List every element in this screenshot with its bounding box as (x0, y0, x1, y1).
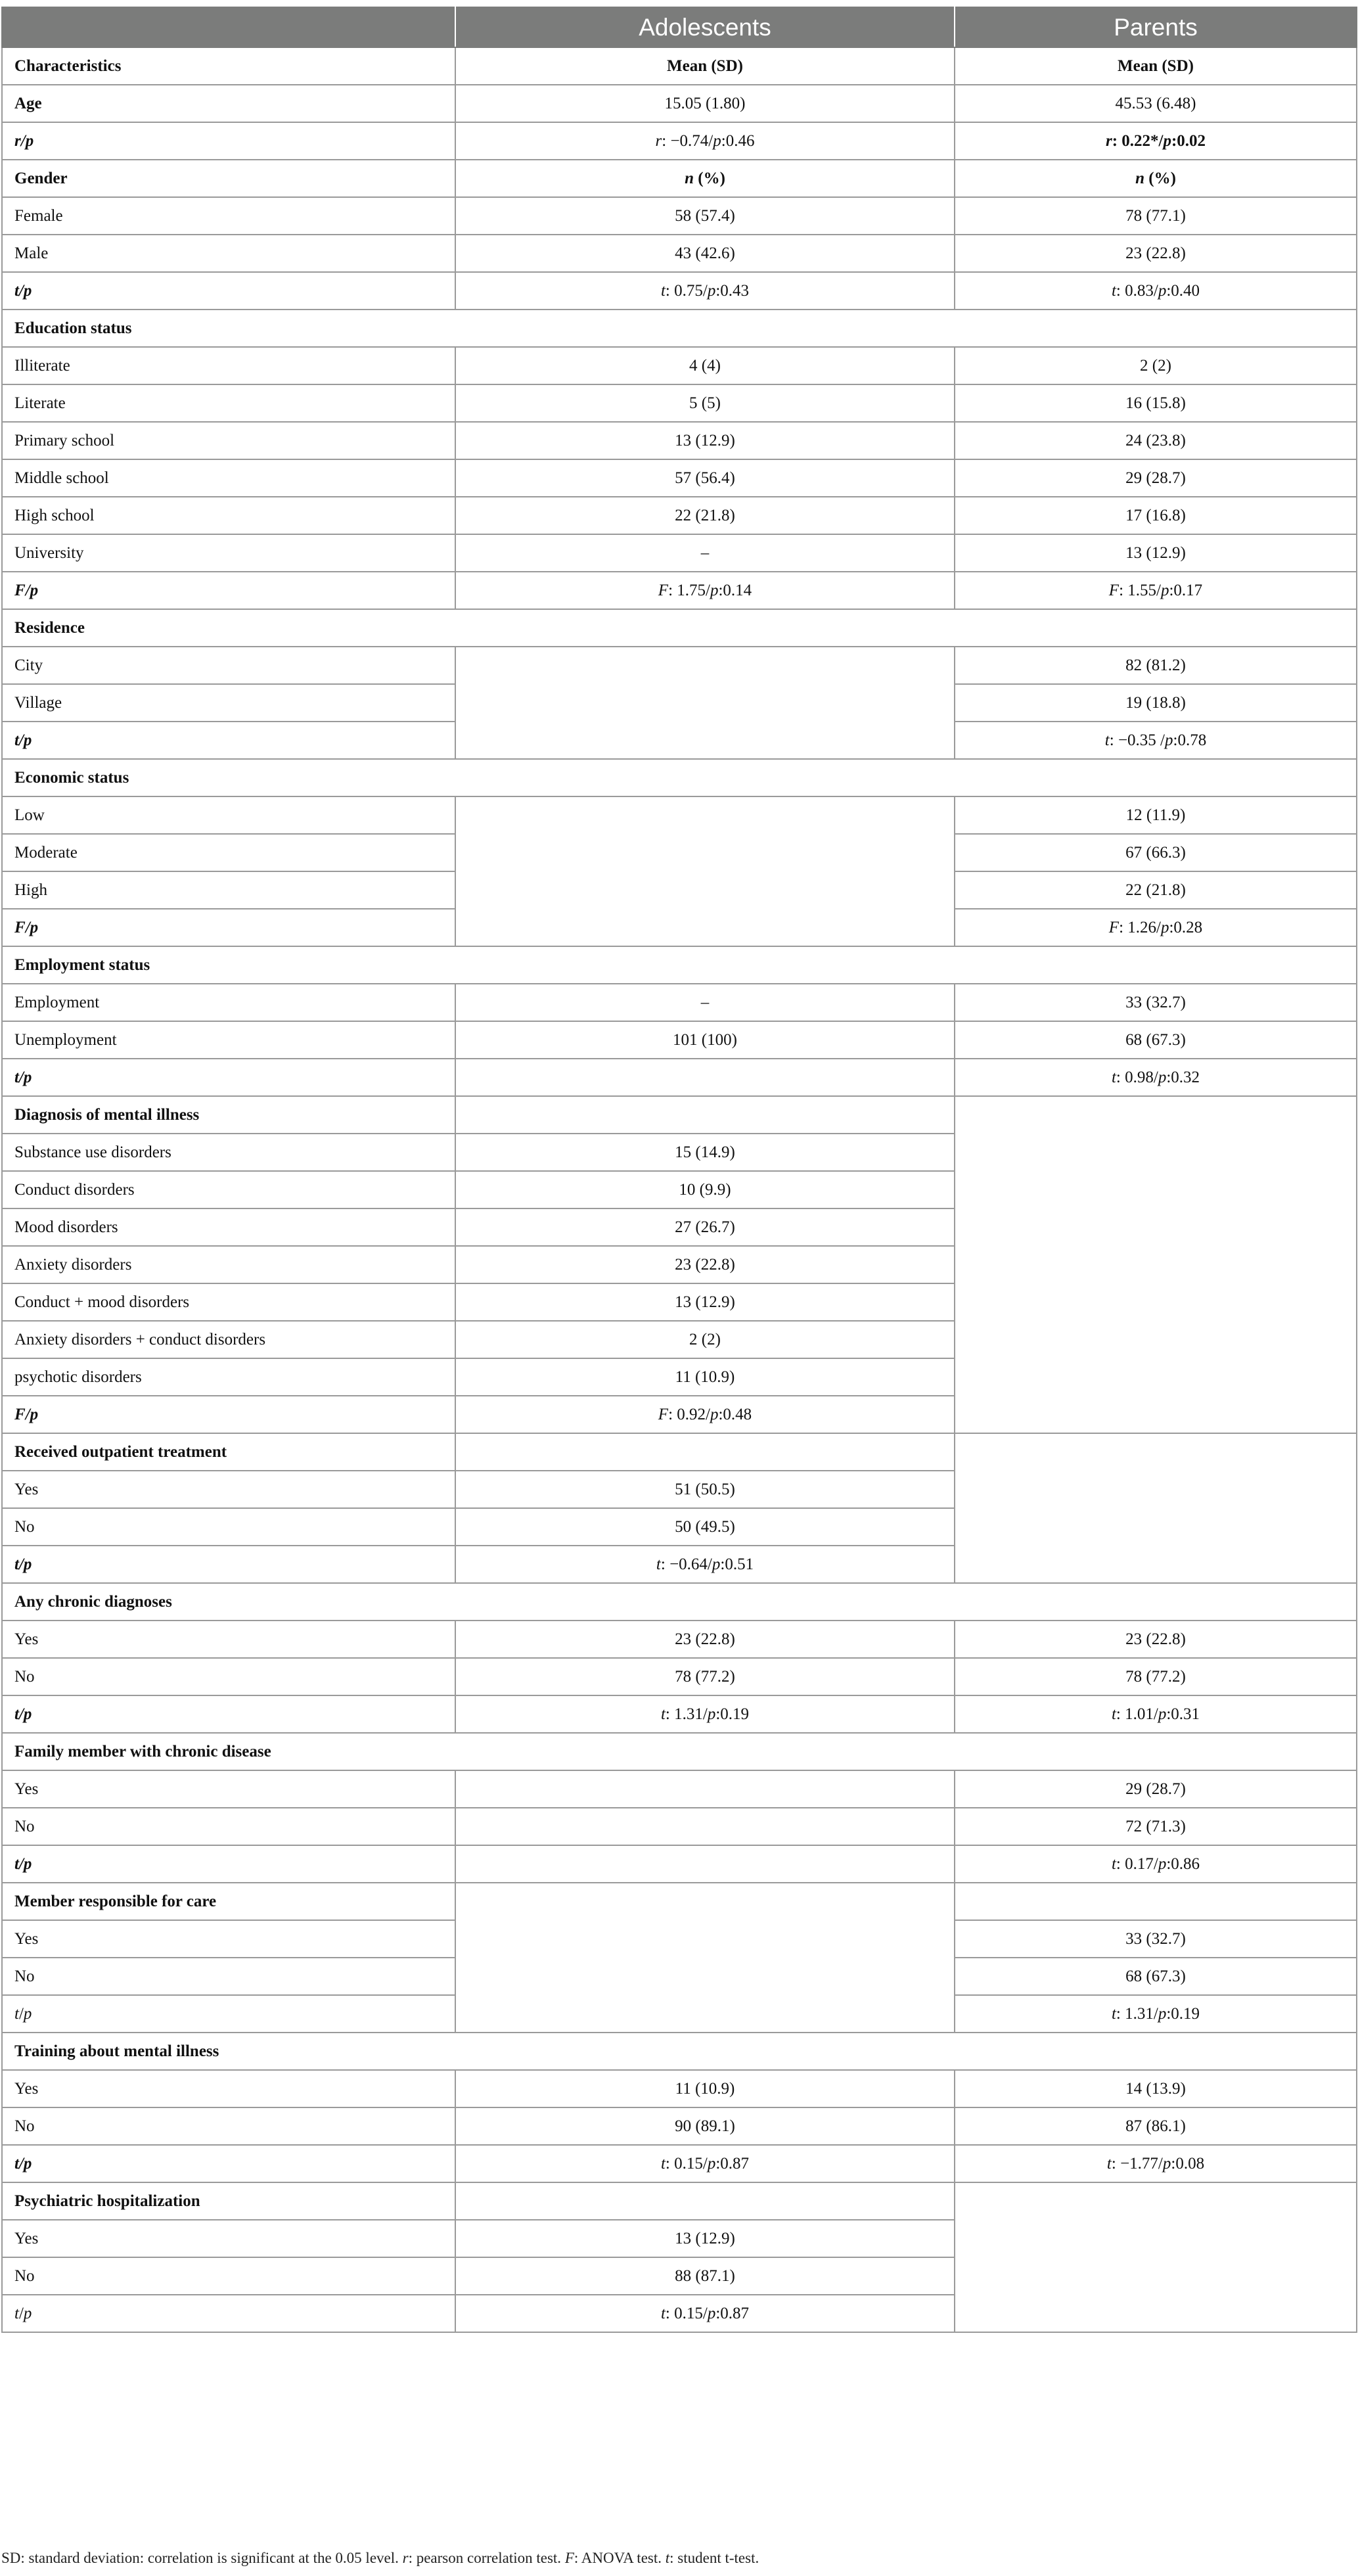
row-label: Age (2, 85, 455, 122)
row-label: t/p (2, 1546, 455, 1583)
adolescents-value: 58 (57.4) (455, 197, 955, 235)
adolescents-value: 4 (4) (455, 347, 955, 384)
adolescents-value: 11 (10.9) (455, 2070, 955, 2107)
table-row (2, 1770, 1357, 1808)
table-row (2, 47, 1357, 85)
adolescents-value: t: 0.15/p:0.87 (455, 2145, 955, 2182)
row-label: High (2, 871, 455, 909)
adolescents-value (455, 1096, 955, 1134)
row-label: No (2, 1658, 455, 1695)
parents-value (955, 1433, 1357, 1583)
row-label: F/p (2, 1396, 455, 1433)
stat-row (2, 1845, 1357, 1883)
row-label: Moderate (2, 834, 455, 871)
row-label: t/p (2, 1695, 455, 1733)
adolescents-value (455, 1883, 955, 2033)
parents-value: Mean (SD) (955, 47, 1357, 85)
parents-value: 17 (16.8) (955, 497, 1357, 534)
table-row (2, 497, 1357, 534)
row-label: t/p (2, 2295, 455, 2332)
table-row (2, 459, 1357, 497)
row-label: r/p (2, 122, 455, 160)
adolescents-value (455, 1433, 955, 1471)
adolescents-value: 10 (9.9) (455, 1171, 955, 1208)
adolescents-value: 90 (89.1) (455, 2107, 955, 2145)
adolescents-value: F: 1.75/p:0.14 (455, 572, 955, 609)
row-label: Diagnosis of mental illness (2, 1096, 455, 1134)
row-label: Conduct disorders (2, 1171, 455, 1208)
stat-row (2, 2145, 1357, 2182)
row-label: Member responsible for care (2, 1883, 455, 1920)
section-row (2, 1583, 1357, 1621)
table-row (2, 85, 1357, 122)
adolescents-value: F: 0.92/p:0.48 (455, 1396, 955, 1433)
row-label: Yes (2, 1621, 455, 1658)
table-row (2, 647, 1357, 684)
section-row (2, 609, 1357, 647)
adolescents-value: – (455, 534, 955, 572)
table-row (2, 422, 1357, 459)
row-label: Unemployment (2, 1021, 455, 1059)
section-label: Residence (2, 609, 1357, 647)
row-label: No (2, 2257, 455, 2295)
parents-value: 72 (71.3) (955, 1808, 1357, 1845)
adolescents-value (455, 1770, 955, 1808)
parents-value: t: −0.35 /p:0.78 (955, 722, 1357, 759)
parents-value: r: 0.22*/p:0.02 (955, 122, 1357, 160)
stat-row (2, 122, 1357, 160)
parents-value: 23 (22.8) (955, 235, 1357, 272)
parents-value: 24 (23.8) (955, 422, 1357, 459)
adolescents-value: t: 0.75/p:0.43 (455, 272, 955, 310)
parents-value: 13 (12.9) (955, 534, 1357, 572)
row-label: psychotic disorders (2, 1358, 455, 1396)
row-label: Illiterate (2, 347, 455, 384)
adolescents-value: 78 (77.2) (455, 1658, 955, 1695)
parents-value: 68 (67.3) (955, 1958, 1357, 1995)
adolescents-value: 13 (12.9) (455, 2220, 955, 2257)
table-footnote: SD: standard deviation: correlation is significant at the 0.05 level. r: pearson correlation test. F: ANOVA test. t: student t-test. (1, 2550, 759, 2566)
parents-value: 78 (77.1) (955, 197, 1357, 235)
row-label: Yes (2, 2220, 455, 2257)
table-row (2, 2070, 1357, 2107)
row-label: F/p (2, 909, 455, 946)
parents-value: n (%) (955, 160, 1357, 197)
adolescents-value: 5 (5) (455, 384, 955, 422)
row-label: t/p (2, 2145, 455, 2182)
adolescents-value: r: −0.74/p:0.46 (455, 122, 955, 160)
table-body (2, 47, 1357, 2332)
adolescents-value: 13 (12.9) (455, 422, 955, 459)
section-label: Economic status (2, 759, 1357, 796)
table-row (2, 197, 1357, 235)
parents-value: t: 0.98/p:0.32 (955, 1059, 1357, 1096)
table-row (2, 384, 1357, 422)
parents-value: 33 (32.7) (955, 1920, 1357, 1958)
row-label: Received outpatient treatment (2, 1433, 455, 1471)
row-label: Yes (2, 2070, 455, 2107)
row-label: t/p (2, 722, 455, 759)
adolescents-value (455, 647, 955, 759)
parents-value: 87 (86.1) (955, 2107, 1357, 2145)
section-row (2, 759, 1357, 796)
row-label: High school (2, 497, 455, 534)
adolescents-value: 101 (100) (455, 1021, 955, 1059)
adolescents-value (455, 1845, 955, 1883)
row-label: No (2, 1958, 455, 1995)
row-label: City (2, 647, 455, 684)
adolescents-value: 88 (87.1) (455, 2257, 955, 2295)
section-label: Any chronic diagnoses (2, 1583, 1357, 1621)
table-row (2, 1096, 1357, 1134)
parents-value: 29 (28.7) (955, 459, 1357, 497)
stat-row (2, 1059, 1357, 1096)
row-label: Conduct + mood disorders (2, 1283, 455, 1321)
row-label: Mood disorders (2, 1208, 455, 1246)
parents-value: t: 0.17/p:0.86 (955, 1845, 1357, 1883)
parents-value: t: 1.31/p:0.19 (955, 1995, 1357, 2033)
table-row (2, 347, 1357, 384)
row-label: Low (2, 796, 455, 834)
header-blank (2, 7, 455, 47)
row-label: Literate (2, 384, 455, 422)
table-row (2, 1883, 1357, 1920)
parents-value: F: 1.55/p:0.17 (955, 572, 1357, 609)
row-label: Substance use disorders (2, 1134, 455, 1171)
adolescents-value: 15.05 (1.80) (455, 85, 955, 122)
row-label: Anxiety disorders + conduct disorders (2, 1321, 455, 1358)
table-row (2, 796, 1357, 834)
adolescents-value: 43 (42.6) (455, 235, 955, 272)
adolescents-value: Mean (SD) (455, 47, 955, 85)
row-label: Female (2, 197, 455, 235)
parents-value: F: 1.26/p:0.28 (955, 909, 1357, 946)
parents-value: t: −1.77/p:0.08 (955, 2145, 1357, 2182)
parents-value: t: 1.01/p:0.31 (955, 1695, 1357, 1733)
row-label: No (2, 1508, 455, 1546)
parents-value: 29 (28.7) (955, 1770, 1357, 1808)
parents-value: 22 (21.8) (955, 871, 1357, 909)
table-row (2, 160, 1357, 197)
parents-value: 2 (2) (955, 347, 1357, 384)
row-label: No (2, 1808, 455, 1845)
adolescents-value: 22 (21.8) (455, 497, 955, 534)
row-label: Yes (2, 1770, 455, 1808)
parents-value: 12 (11.9) (955, 796, 1357, 834)
parents-value (955, 1883, 1357, 1920)
section-row (2, 946, 1357, 984)
adolescents-value: 27 (26.7) (455, 1208, 955, 1246)
parents-value: 14 (13.9) (955, 2070, 1357, 2107)
table-header (2, 7, 1357, 47)
row-label: Yes (2, 1471, 455, 1508)
table-row (2, 1621, 1357, 1658)
section-label: Training about mental illness (2, 2033, 1357, 2070)
table-row (2, 235, 1357, 272)
table-row (2, 984, 1357, 1021)
parents-value: 68 (67.3) (955, 1021, 1357, 1059)
adolescents-value (455, 2182, 955, 2220)
table-row (2, 534, 1357, 572)
adolescents-value: 15 (14.9) (455, 1134, 955, 1171)
row-label: Psychiatric hospitalization (2, 2182, 455, 2220)
row-label: F/p (2, 572, 455, 609)
adolescents-value: 57 (56.4) (455, 459, 955, 497)
row-label: t/p (2, 1845, 455, 1883)
header-row (2, 7, 1357, 47)
parents-value (955, 1096, 1357, 1433)
parents-value: 82 (81.2) (955, 647, 1357, 684)
adolescents-value: 13 (12.9) (455, 1283, 955, 1321)
parents-value: 78 (77.2) (955, 1658, 1357, 1695)
adolescents-value: n (%) (455, 160, 955, 197)
row-label: Middle school (2, 459, 455, 497)
row-label: Primary school (2, 422, 455, 459)
parents-value: t: 0.83/p:0.40 (955, 272, 1357, 310)
table-row (2, 1433, 1357, 1471)
parents-value: 23 (22.8) (955, 1621, 1357, 1658)
section-row (2, 2033, 1357, 2070)
table-row (2, 2182, 1357, 2220)
adolescents-value: t: −0.64/p:0.51 (455, 1546, 955, 1583)
adolescents-value (455, 1059, 955, 1096)
row-label: No (2, 2107, 455, 2145)
row-label: Male (2, 235, 455, 272)
adolescents-value (455, 796, 955, 946)
parents-value: 45.53 (6.48) (955, 85, 1357, 122)
section-label: Family member with chronic disease (2, 1733, 1357, 1770)
parents-value: 67 (66.3) (955, 834, 1357, 871)
adolescents-value: 11 (10.9) (455, 1358, 955, 1396)
section-label: Employment status (2, 946, 1357, 984)
adolescents-value: 50 (49.5) (455, 1508, 955, 1546)
parents-value: 16 (15.8) (955, 384, 1357, 422)
row-label: Yes (2, 1920, 455, 1958)
section-label: Education status (2, 310, 1357, 347)
row-label: t/p (2, 1995, 455, 2033)
adolescents-value: 2 (2) (455, 1321, 955, 1358)
row-label: t/p (2, 272, 455, 310)
row-label: Village (2, 684, 455, 722)
row-label: Anxiety disorders (2, 1246, 455, 1283)
adolescents-value: t: 0.15/p:0.87 (455, 2295, 955, 2332)
stat-row (2, 272, 1357, 310)
section-row (2, 1733, 1357, 1770)
characteristics-table (1, 7, 1357, 2333)
table-row (2, 1021, 1357, 1059)
adolescents-value (455, 1808, 955, 1845)
table-row (2, 1808, 1357, 1845)
table-row (2, 2107, 1357, 2145)
adolescents-value: t: 1.31/p:0.19 (455, 1695, 955, 1733)
row-label: t/p (2, 1059, 455, 1096)
adolescents-value: 23 (22.8) (455, 1246, 955, 1283)
parents-value (955, 2182, 1357, 2332)
parents-value: 19 (18.8) (955, 684, 1357, 722)
row-label: Employment (2, 984, 455, 1021)
section-row (2, 310, 1357, 347)
row-label: Gender (2, 160, 455, 197)
table-row (2, 1658, 1357, 1695)
header-parents: Parents (955, 7, 1357, 47)
stat-row (2, 572, 1357, 609)
row-label: Characteristics (2, 47, 455, 85)
header-adolescents: Adolescents (455, 7, 955, 47)
row-label: University (2, 534, 455, 572)
adolescents-value: 51 (50.5) (455, 1471, 955, 1508)
stat-row (2, 1695, 1357, 1733)
adolescents-value: – (455, 984, 955, 1021)
adolescents-value: 23 (22.8) (455, 1621, 955, 1658)
parents-value: 33 (32.7) (955, 984, 1357, 1021)
